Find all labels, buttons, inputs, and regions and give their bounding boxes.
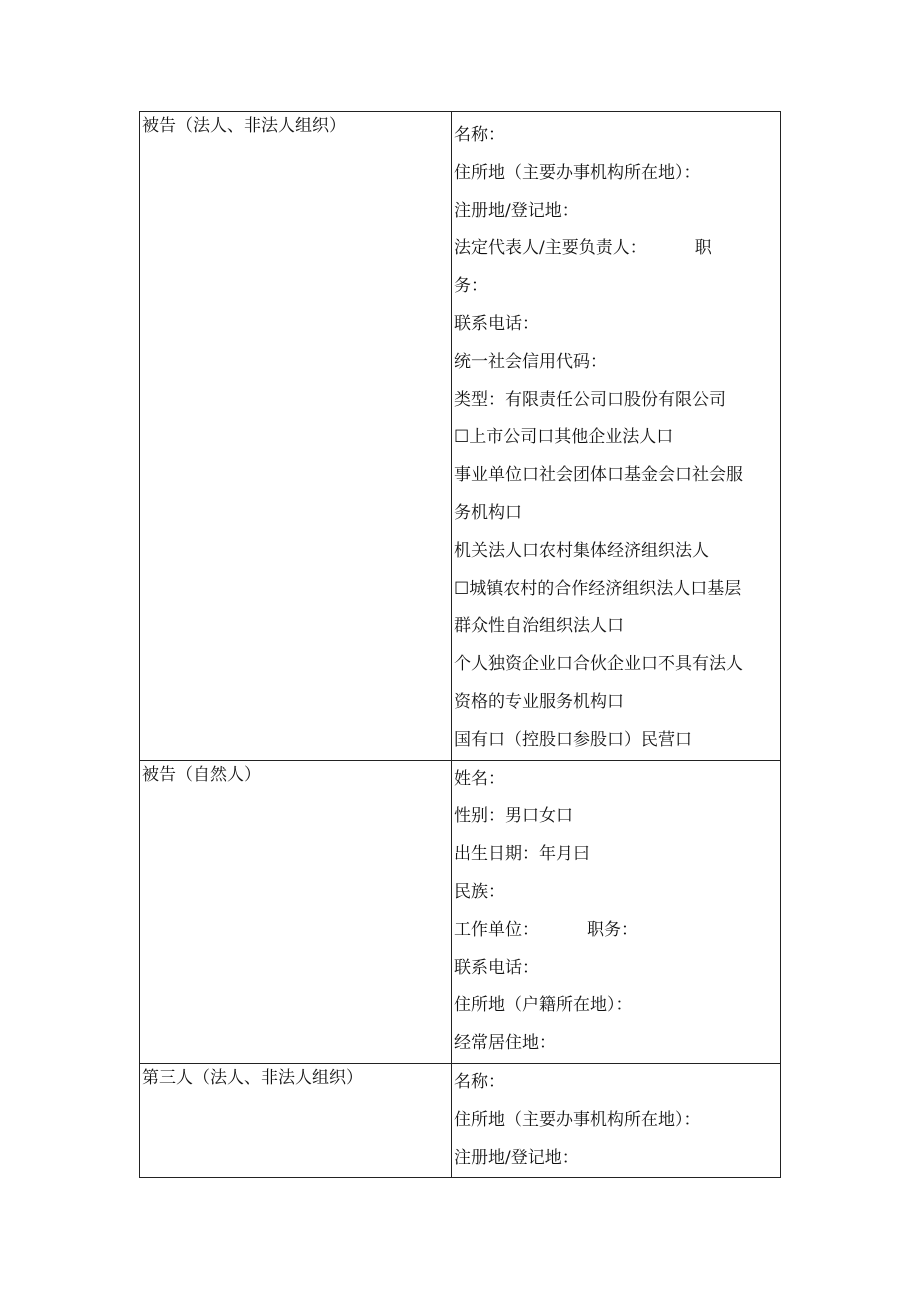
field-name: 名称：: [454, 125, 505, 145]
field-name: 名称：: [454, 1071, 505, 1092]
field-ethnicity: 民族：: [454, 881, 505, 902]
legal-rep-label: 法定代表人/主要负责人：: [454, 238, 647, 259]
party-type-label: 被告（自然人）: [140, 760, 452, 1063]
field-legal-rep: [454, 230, 774, 268]
field-position-cont: 务：: [454, 276, 488, 297]
party-type-label: 第三人（法人、非法人组织）: [140, 1063, 452, 1177]
field-type: 类型：有限责任公司口股份有限公司: [454, 389, 726, 410]
field-registration: 注册地/登记地：: [454, 200, 579, 221]
field-type-line: ☐城镇农村的合作经济组织法人口基层: [454, 578, 742, 599]
position-label: 职: [694, 238, 712, 259]
field-employer: [454, 912, 774, 950]
employer-label: 工作单位：: [454, 919, 539, 940]
field-gender: 性别：男口女口: [454, 806, 573, 827]
table-row: [140, 760, 781, 1063]
table-row: [140, 1063, 781, 1177]
field-type-line: 务机构口: [454, 502, 522, 523]
field-habitual-residence: 经常居住地：: [454, 1033, 556, 1054]
party-type-label: 被告（法人、非法人组织）: [140, 112, 452, 761]
party-fields-cell: [452, 760, 781, 1063]
field-domicile: 住所地（主要办事机构所在地）：: [454, 162, 701, 183]
field-domicile: 住所地（主要办事机构所在地）：: [454, 1109, 701, 1130]
field-credit-code: 统一社会信用代码：: [454, 351, 607, 372]
party-info-table: [139, 111, 781, 1178]
table-row: [140, 112, 781, 761]
field-type-line: 资格的专业服务机构口: [454, 691, 624, 712]
party-fields-cell: [452, 112, 781, 761]
position-label: 职务：: [587, 919, 638, 940]
field-type-line: ☐上市公司口其他企业法人口: [454, 427, 674, 448]
field-person-name: 姓名：: [454, 768, 505, 789]
field-type-line: 个人独资企业口合伙企业口不具有法人: [454, 654, 743, 675]
field-birth-date: 出生日期：年月曰: [454, 844, 590, 865]
field-type-line: 机关法人口农村集体经济组织法人: [454, 540, 709, 561]
party-fields-cell: [452, 1063, 781, 1177]
field-phone: 联系电话：: [454, 957, 539, 978]
field-type-line: 群众性自治组织法人口: [454, 616, 624, 637]
field-phone: 联系电话：: [454, 313, 539, 334]
field-ownership: 国有口（控股口参股口）民营口: [454, 729, 692, 750]
field-household-address: 住所地（户籍所在地）：: [454, 995, 633, 1016]
field-registration: 注册地/登记地：: [454, 1147, 579, 1168]
field-type-line: 事业单位口社会团体口基金会口社会服: [454, 465, 743, 486]
